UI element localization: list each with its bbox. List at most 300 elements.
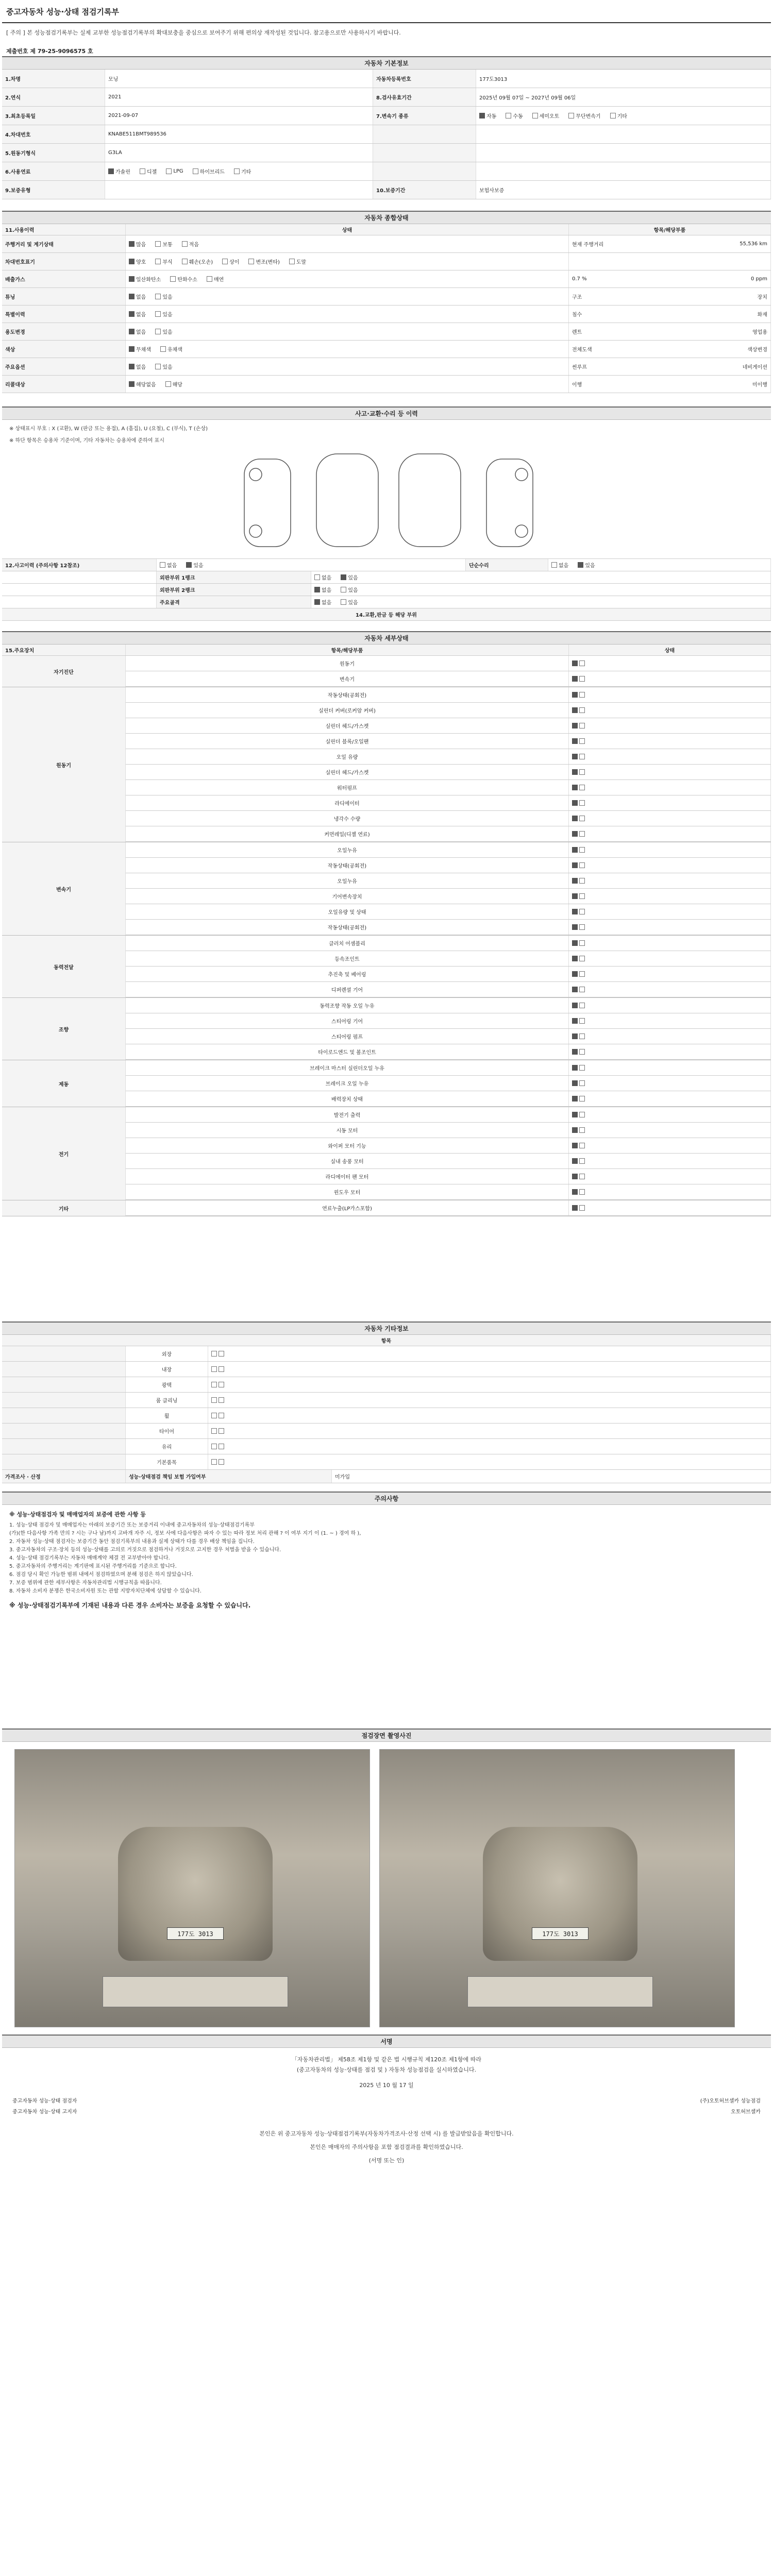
option-no[interactable]: 없음 (160, 561, 177, 569)
option-no[interactable]: 없음 (314, 586, 331, 594)
detail-col-item: 항목/해당부품 (126, 645, 569, 655)
detail-row (126, 1076, 771, 1091)
detail-item: 디퍼렌셜 기어 (126, 982, 569, 997)
transmission-option[interactable]: 기타 (610, 112, 627, 120)
notice-name: 오토허브셀카 (731, 2109, 761, 2115)
checkbox[interactable] (579, 1127, 585, 1133)
detail-item: 오일 유량 (126, 749, 569, 764)
transmission-option[interactable]: 수동 (506, 112, 523, 120)
checkbox[interactable] (579, 769, 585, 775)
checkbox[interactable] (155, 259, 161, 264)
other-info-state (208, 1423, 771, 1438)
other-info-state (208, 1362, 771, 1377)
panel-rank2-label: 외판부위 2랭크 (157, 584, 311, 596)
detail-group-name: 제동 (2, 1060, 126, 1107)
fuel-option[interactable]: 가솔린 (108, 167, 130, 175)
basic-info-label: 9.보증유형 (2, 181, 105, 199)
detail-row (126, 780, 771, 795)
checkbox[interactable] (572, 707, 578, 713)
checkbox[interactable] (129, 329, 135, 334)
checkbox[interactable] (610, 113, 616, 118)
checkbox[interactable] (572, 1018, 578, 1024)
other-info-group (2, 1408, 126, 1423)
detail-state (569, 967, 771, 981)
detail-group-items (126, 1060, 771, 1107)
detail-state (569, 749, 771, 764)
checkbox[interactable] (568, 113, 574, 118)
checkbox[interactable] (572, 878, 578, 884)
detail-state (569, 904, 771, 919)
detail-item: 워터펌프 (126, 780, 569, 795)
checkbox[interactable] (211, 1351, 217, 1357)
checkbox[interactable] (579, 940, 585, 946)
lift-base (103, 1976, 288, 2007)
checkbox[interactable] (248, 259, 254, 264)
notes-line: 1. 성능·상태 점검자 및 매매업자는 아래의 보증기간 또는 보증거리 이내에 중고자동차의 성능·상태점검기록부 (9, 1522, 255, 1528)
condition-option[interactable]: 보통 (155, 240, 172, 248)
checkbox[interactable] (211, 1397, 217, 1403)
option-yes[interactable]: 있음 (341, 586, 358, 594)
condition-label: 색상 (2, 341, 126, 358)
checkbox[interactable] (579, 1065, 585, 1071)
detail-state (569, 1200, 771, 1215)
checkbox[interactable] (579, 971, 585, 977)
checkbox[interactable] (572, 1080, 578, 1086)
other-info-item: 룸 클리닝 (126, 1393, 208, 1408)
checkbox[interactable] (211, 1459, 217, 1465)
checkbox[interactable] (211, 1382, 217, 1387)
checkbox[interactable] (579, 862, 585, 868)
detail-state (569, 811, 771, 826)
detail-item: 실린더 헤드/가스켓 (126, 765, 569, 779)
detail-item: 연료누출(LP가스포함) (126, 1200, 569, 1215)
checkbox[interactable] (579, 1080, 585, 1086)
checkbox[interactable] (170, 276, 176, 282)
form-number (2, 47, 771, 56)
condition-option[interactable]: 없음 (129, 310, 146, 318)
photos-row (2, 1742, 771, 2035)
detail-state (569, 982, 771, 997)
checkbox[interactable] (166, 168, 172, 174)
other-info-row (2, 1408, 771, 1423)
checkbox[interactable] (129, 276, 135, 282)
detail-row (126, 1169, 771, 1184)
checkbox[interactable] (572, 692, 578, 698)
condition-label: 배출가스 (2, 270, 126, 287)
detail-item: 작동상태(공회전) (126, 687, 569, 702)
detail-item: 라디에이터 (126, 795, 569, 810)
checkbox[interactable] (572, 1127, 578, 1133)
detail-state (569, 718, 771, 733)
detail-group (2, 842, 771, 936)
checkbox[interactable] (129, 346, 135, 352)
condition-note: 전체도색 색상변경 (569, 341, 771, 358)
condition-option[interactable]: 없음 (129, 328, 146, 335)
checkbox[interactable] (572, 847, 578, 853)
checkbox[interactable] (579, 924, 585, 930)
car-side-right (486, 459, 533, 547)
condition-option[interactable]: 없음 (129, 293, 146, 300)
checkbox[interactable] (155, 311, 161, 317)
fuel-option[interactable]: LPG (166, 168, 183, 174)
checkbox[interactable] (579, 893, 585, 899)
condition-option[interactable]: 일산화탄소 (129, 275, 161, 283)
checkbox[interactable] (572, 1049, 578, 1055)
notice-label: 중고자동차 성능·상태 고지자 (12, 2109, 77, 2115)
detail-row (126, 795, 771, 811)
basic-info-value: G3LA (105, 144, 373, 162)
checkbox[interactable] (506, 113, 511, 118)
checkbox[interactable] (579, 707, 585, 713)
checkbox[interactable] (129, 364, 135, 369)
notes-title: ※ 성능·상태점검자 및 매매업자의 보증에 관한 사항 등 (9, 1511, 146, 1518)
detail-col-header (2, 645, 771, 656)
checkbox[interactable] (211, 1428, 217, 1434)
condition-option[interactable]: 적음 (182, 240, 199, 248)
checkbox[interactable] (579, 1112, 585, 1117)
basic-info-value: 모닝 (105, 70, 373, 88)
detail-row (126, 687, 771, 703)
condition-option[interactable]: 많음 (129, 240, 146, 248)
checkbox[interactable] (129, 294, 135, 299)
notes-line: 5. 중고자동차의 주행거리는 계기판에 표시된 주행거리를 기준으로 합니다. (9, 1564, 177, 1569)
condition-option[interactable]: 있음 (155, 328, 172, 335)
option-no[interactable]: 없음 (314, 598, 331, 606)
basic-info-label2 (373, 144, 476, 162)
accident-history-label: 12.사고이력 (주의사항 12참조) (2, 559, 157, 571)
checkbox[interactable] (579, 800, 585, 806)
checkbox[interactable] (129, 241, 135, 247)
condition-option[interactable]: 유채색 (160, 345, 182, 353)
notes-section (2, 1492, 771, 1728)
condition-option[interactable]: 있음 (155, 310, 172, 318)
general-condition-row (2, 341, 771, 358)
condition-option[interactable]: 해당 (165, 380, 182, 388)
checkbox[interactable] (211, 1413, 217, 1418)
detail-state (569, 1060, 771, 1075)
condition-option[interactable]: 무채색 (129, 345, 151, 353)
detail-row (126, 734, 771, 749)
price-check-label: 가격조사 · 산정 (2, 1470, 126, 1483)
checkbox[interactable] (579, 676, 585, 682)
other-info-group (2, 1439, 126, 1454)
checkbox[interactable] (572, 816, 578, 821)
checkbox[interactable] (572, 785, 578, 790)
other-info-row (2, 1362, 771, 1377)
checkbox[interactable] (579, 847, 585, 853)
checkbox[interactable] (579, 1096, 585, 1101)
checkbox[interactable] (572, 723, 578, 728)
accident-section (2, 406, 771, 631)
checkbox[interactable] (572, 1065, 578, 1071)
checkbox[interactable] (289, 259, 295, 264)
general-condition-row (2, 323, 771, 341)
car-top-rear (399, 454, 461, 547)
checkbox[interactable] (579, 1003, 585, 1008)
detail-item: 동력조향 작동 오일 누유 (126, 998, 569, 1013)
detail-row (126, 703, 771, 718)
inspection-photo-rear (379, 1749, 735, 2027)
condition-options (126, 358, 569, 375)
checkbox[interactable] (572, 660, 578, 666)
wheel-icon (515, 468, 528, 481)
panel-rank2-row (2, 584, 771, 596)
checkbox[interactable] (572, 738, 578, 744)
checkbox[interactable] (572, 831, 578, 837)
checkbox[interactable] (579, 816, 585, 821)
checkbox[interactable] (572, 956, 578, 961)
detail-state (569, 795, 771, 810)
other-info-item: 기본품목 (126, 1454, 208, 1469)
checkbox[interactable] (155, 329, 161, 334)
detail-group-items (126, 687, 771, 842)
condition-option[interactable]: 매연 (207, 275, 224, 283)
fuel-option[interactable]: 기타 (234, 167, 251, 175)
detail-col-device: 15.주요장치 (2, 645, 126, 655)
condition-options (126, 341, 569, 358)
checkbox[interactable] (165, 381, 171, 387)
detail-row (126, 1044, 771, 1060)
license-plate: 177도 3013 (532, 1927, 589, 1940)
condition-note: 구조 장치 (569, 288, 771, 305)
notes-line: 8. 자동차 소비자 분쟁은 한국소비자원 또는 관할 지방자치단체에 상담할 수 있습니다. (9, 1588, 201, 1594)
detail-group-items (126, 936, 771, 997)
checkbox[interactable] (219, 1397, 224, 1403)
checkbox[interactable] (572, 940, 578, 946)
condition-option[interactable]: 있음 (155, 363, 172, 370)
other-info-col: 항목 (2, 1335, 771, 1346)
checkbox[interactable] (182, 259, 188, 264)
other-info-group (2, 1346, 126, 1361)
detail-item: 와이퍼 모터 기능 (126, 1138, 569, 1153)
option-yes[interactable]: 있음 (578, 561, 595, 569)
checkbox[interactable] (572, 1158, 578, 1164)
condition-option[interactable]: 없음 (129, 363, 146, 370)
notes-line: 4. 성능·상태 점검기록부는 자동차 매매계약 체결 전 교부받아야 합니다. (9, 1555, 170, 1561)
checkbox[interactable] (572, 924, 578, 930)
checkbox[interactable] (572, 987, 578, 992)
checkbox[interactable] (579, 1158, 585, 1164)
option-yes[interactable]: 있음 (341, 598, 358, 606)
condition-option[interactable]: 있음 (155, 293, 172, 300)
detail-state (569, 826, 771, 841)
checkbox[interactable] (572, 893, 578, 899)
checkbox[interactable] (579, 1033, 585, 1039)
checkbox[interactable] (579, 723, 585, 728)
option-no[interactable]: 없음 (551, 561, 568, 569)
condition-label: 특별이력 (2, 306, 126, 323)
detail-state (569, 842, 771, 857)
detail-item: 브레이크 오일 누유 (126, 1076, 569, 1091)
accident-header: 사고·교환·수리 등 이력 (2, 408, 771, 420)
basic-info-label: 4.차대번호 (2, 125, 105, 143)
detail-state (569, 1169, 771, 1184)
general-condition-row (2, 235, 771, 253)
detail-row (126, 873, 771, 889)
detail-state (569, 1044, 771, 1059)
checkbox[interactable] (572, 1096, 578, 1101)
checkbox[interactable] (579, 738, 585, 744)
form-number-suffix: 호 (87, 48, 93, 55)
other-info-row (2, 1377, 771, 1393)
checkbox[interactable] (572, 1143, 578, 1148)
form-number-label: 제출번호 제 (6, 48, 36, 55)
checkbox[interactable] (219, 1351, 224, 1357)
detail-item: 실내 송풍 모터 (126, 1154, 569, 1168)
detail-row (126, 998, 771, 1013)
condition-option[interactable]: 탄화수소 (170, 275, 197, 283)
checkbox[interactable] (579, 987, 585, 992)
detail-state (569, 780, 771, 795)
detail-item: 실린더 커버(로커암 커버) (126, 703, 569, 718)
checkbox[interactable] (579, 754, 585, 759)
condition-option[interactable]: 훼손(오손) (182, 258, 213, 265)
other-info-item: 내장 (126, 1362, 208, 1377)
insurance-label: 성능·상태점검 책임 보험 가입여부 (126, 1470, 332, 1483)
checkbox[interactable] (579, 878, 585, 884)
transmission-option[interactable]: 자동 (479, 112, 496, 120)
checkbox[interactable] (572, 800, 578, 806)
fuel-option[interactable]: 디젤 (140, 167, 157, 175)
basic-info-value2: 보험사보증 (476, 181, 771, 199)
checkbox[interactable] (234, 168, 240, 174)
checkbox[interactable] (211, 1366, 217, 1372)
checkbox[interactable] (579, 1205, 585, 1211)
checkbox[interactable] (108, 168, 114, 174)
option-yes[interactable]: 있음 (341, 573, 358, 581)
detail-item: 실린더 헤드/가스켓 (126, 718, 569, 733)
checkbox[interactable] (207, 276, 212, 282)
checkbox[interactable] (219, 1366, 224, 1372)
transmission-option[interactable]: 무단변속기 (568, 112, 600, 120)
checkbox[interactable] (579, 660, 585, 666)
detail-state (569, 998, 771, 1013)
checkbox[interactable] (129, 259, 135, 264)
condition-option[interactable]: 도말 (289, 258, 306, 265)
condition-option[interactable]: 변조(변타) (248, 258, 279, 265)
checkbox[interactable] (572, 1205, 578, 1211)
checkbox[interactable] (579, 831, 585, 837)
checkbox[interactable] (211, 1444, 217, 1449)
detail-group (2, 1060, 771, 1107)
detail-state (569, 1029, 771, 1044)
checkbox[interactable] (572, 971, 578, 977)
checkbox[interactable] (155, 294, 161, 299)
basic-info-row (2, 88, 771, 107)
detail-state (569, 1107, 771, 1122)
detail-item: 브레이크 마스터 실린더오일 누유 (126, 1060, 569, 1075)
condition-option[interactable]: 양호 (129, 258, 146, 265)
basic-info-row (2, 125, 771, 144)
col-item: 11.사용이력 (2, 224, 126, 235)
checkbox[interactable] (155, 364, 161, 369)
checkbox[interactable] (579, 1174, 585, 1179)
checkbox[interactable] (219, 1444, 224, 1449)
notes-header: 주의사항 (2, 1493, 771, 1505)
option-yes[interactable]: 있음 (186, 561, 203, 569)
checkbox[interactable] (572, 1189, 578, 1195)
checkbox[interactable] (572, 862, 578, 868)
checkbox[interactable] (579, 1189, 585, 1195)
detail-item: 클러치 어셈블리 (126, 936, 569, 951)
wheel-icon (249, 525, 262, 537)
checkbox[interactable] (219, 1382, 224, 1387)
basic-info-label2: 7.변속기 종류 (373, 107, 476, 125)
car-image (483, 1827, 637, 1961)
checkbox[interactable] (579, 1143, 585, 1148)
checkbox[interactable] (572, 676, 578, 682)
detail-row (126, 1138, 771, 1154)
checkbox[interactable] (160, 346, 166, 352)
car-image (118, 1827, 273, 1961)
condition-option[interactable]: 해당없음 (129, 380, 156, 388)
detail-row (126, 920, 771, 935)
checkbox[interactable] (572, 1174, 578, 1179)
checkbox[interactable] (182, 241, 188, 247)
checkbox[interactable] (222, 259, 228, 264)
checkbox[interactable] (579, 909, 585, 914)
checkbox[interactable] (219, 1413, 224, 1418)
detail-item: 배력장치 상태 (126, 1091, 569, 1106)
detail-row (126, 889, 771, 904)
fuel-option[interactable]: 하이브리드 (193, 167, 225, 175)
condition-option[interactable]: 부식 (155, 258, 172, 265)
basic-info-value (105, 162, 373, 180)
checkbox[interactable] (579, 956, 585, 961)
detail-group (2, 1200, 771, 1216)
basic-info-label2: 10.보증기간 (373, 181, 476, 199)
checkbox[interactable] (155, 241, 161, 247)
checkbox[interactable] (129, 311, 135, 317)
checkbox[interactable] (572, 769, 578, 775)
checkbox[interactable] (193, 168, 198, 174)
checkbox[interactable] (579, 1049, 585, 1055)
detail-row (126, 1029, 771, 1044)
car-top-front (316, 454, 378, 547)
checkbox[interactable] (572, 1033, 578, 1039)
general-condition-row (2, 306, 771, 323)
option-no[interactable]: 없음 (314, 573, 331, 581)
checkbox[interactable] (572, 909, 578, 914)
checkbox[interactable] (219, 1459, 224, 1465)
checkbox[interactable] (572, 754, 578, 759)
checkbox[interactable] (572, 1112, 578, 1117)
signature-section (2, 2035, 771, 2184)
basic-info-header: 자동차 기본정보 (2, 57, 771, 70)
notes-line: 7. 보증 범위에 관한 세부사항은 자동차관리법 시행규칙을 따릅니다. (9, 1580, 162, 1586)
basic-info-label2: 8.검사유효기간 (373, 88, 476, 106)
photos-header: 점검장면 촬영사진 (2, 1730, 771, 1742)
condition-options (126, 270, 569, 287)
checkbox[interactable] (479, 113, 485, 118)
checkbox[interactable] (129, 381, 135, 387)
checkbox[interactable] (140, 168, 145, 174)
checkbox[interactable] (579, 1018, 585, 1024)
detail-row (126, 936, 771, 951)
detail-item: 등속조인트 (126, 951, 569, 966)
checkbox[interactable] (579, 785, 585, 790)
damage-legend: ※ 상태표시 부호 : X (교환), W (판금 또는 용접), A (흠집), U (요철), C (부식), T (손상) (9, 426, 208, 432)
detail-state (569, 920, 771, 935)
transmission-option[interactable]: 세미오토 (532, 112, 560, 120)
checkbox[interactable] (532, 113, 538, 118)
checkbox[interactable] (219, 1428, 224, 1434)
checkbox[interactable] (579, 692, 585, 698)
condition-option[interactable]: 상이 (222, 258, 239, 265)
checkbox[interactable] (572, 1003, 578, 1008)
condition-label: 튜닝 (2, 288, 126, 305)
inspector-row (12, 2096, 761, 2104)
